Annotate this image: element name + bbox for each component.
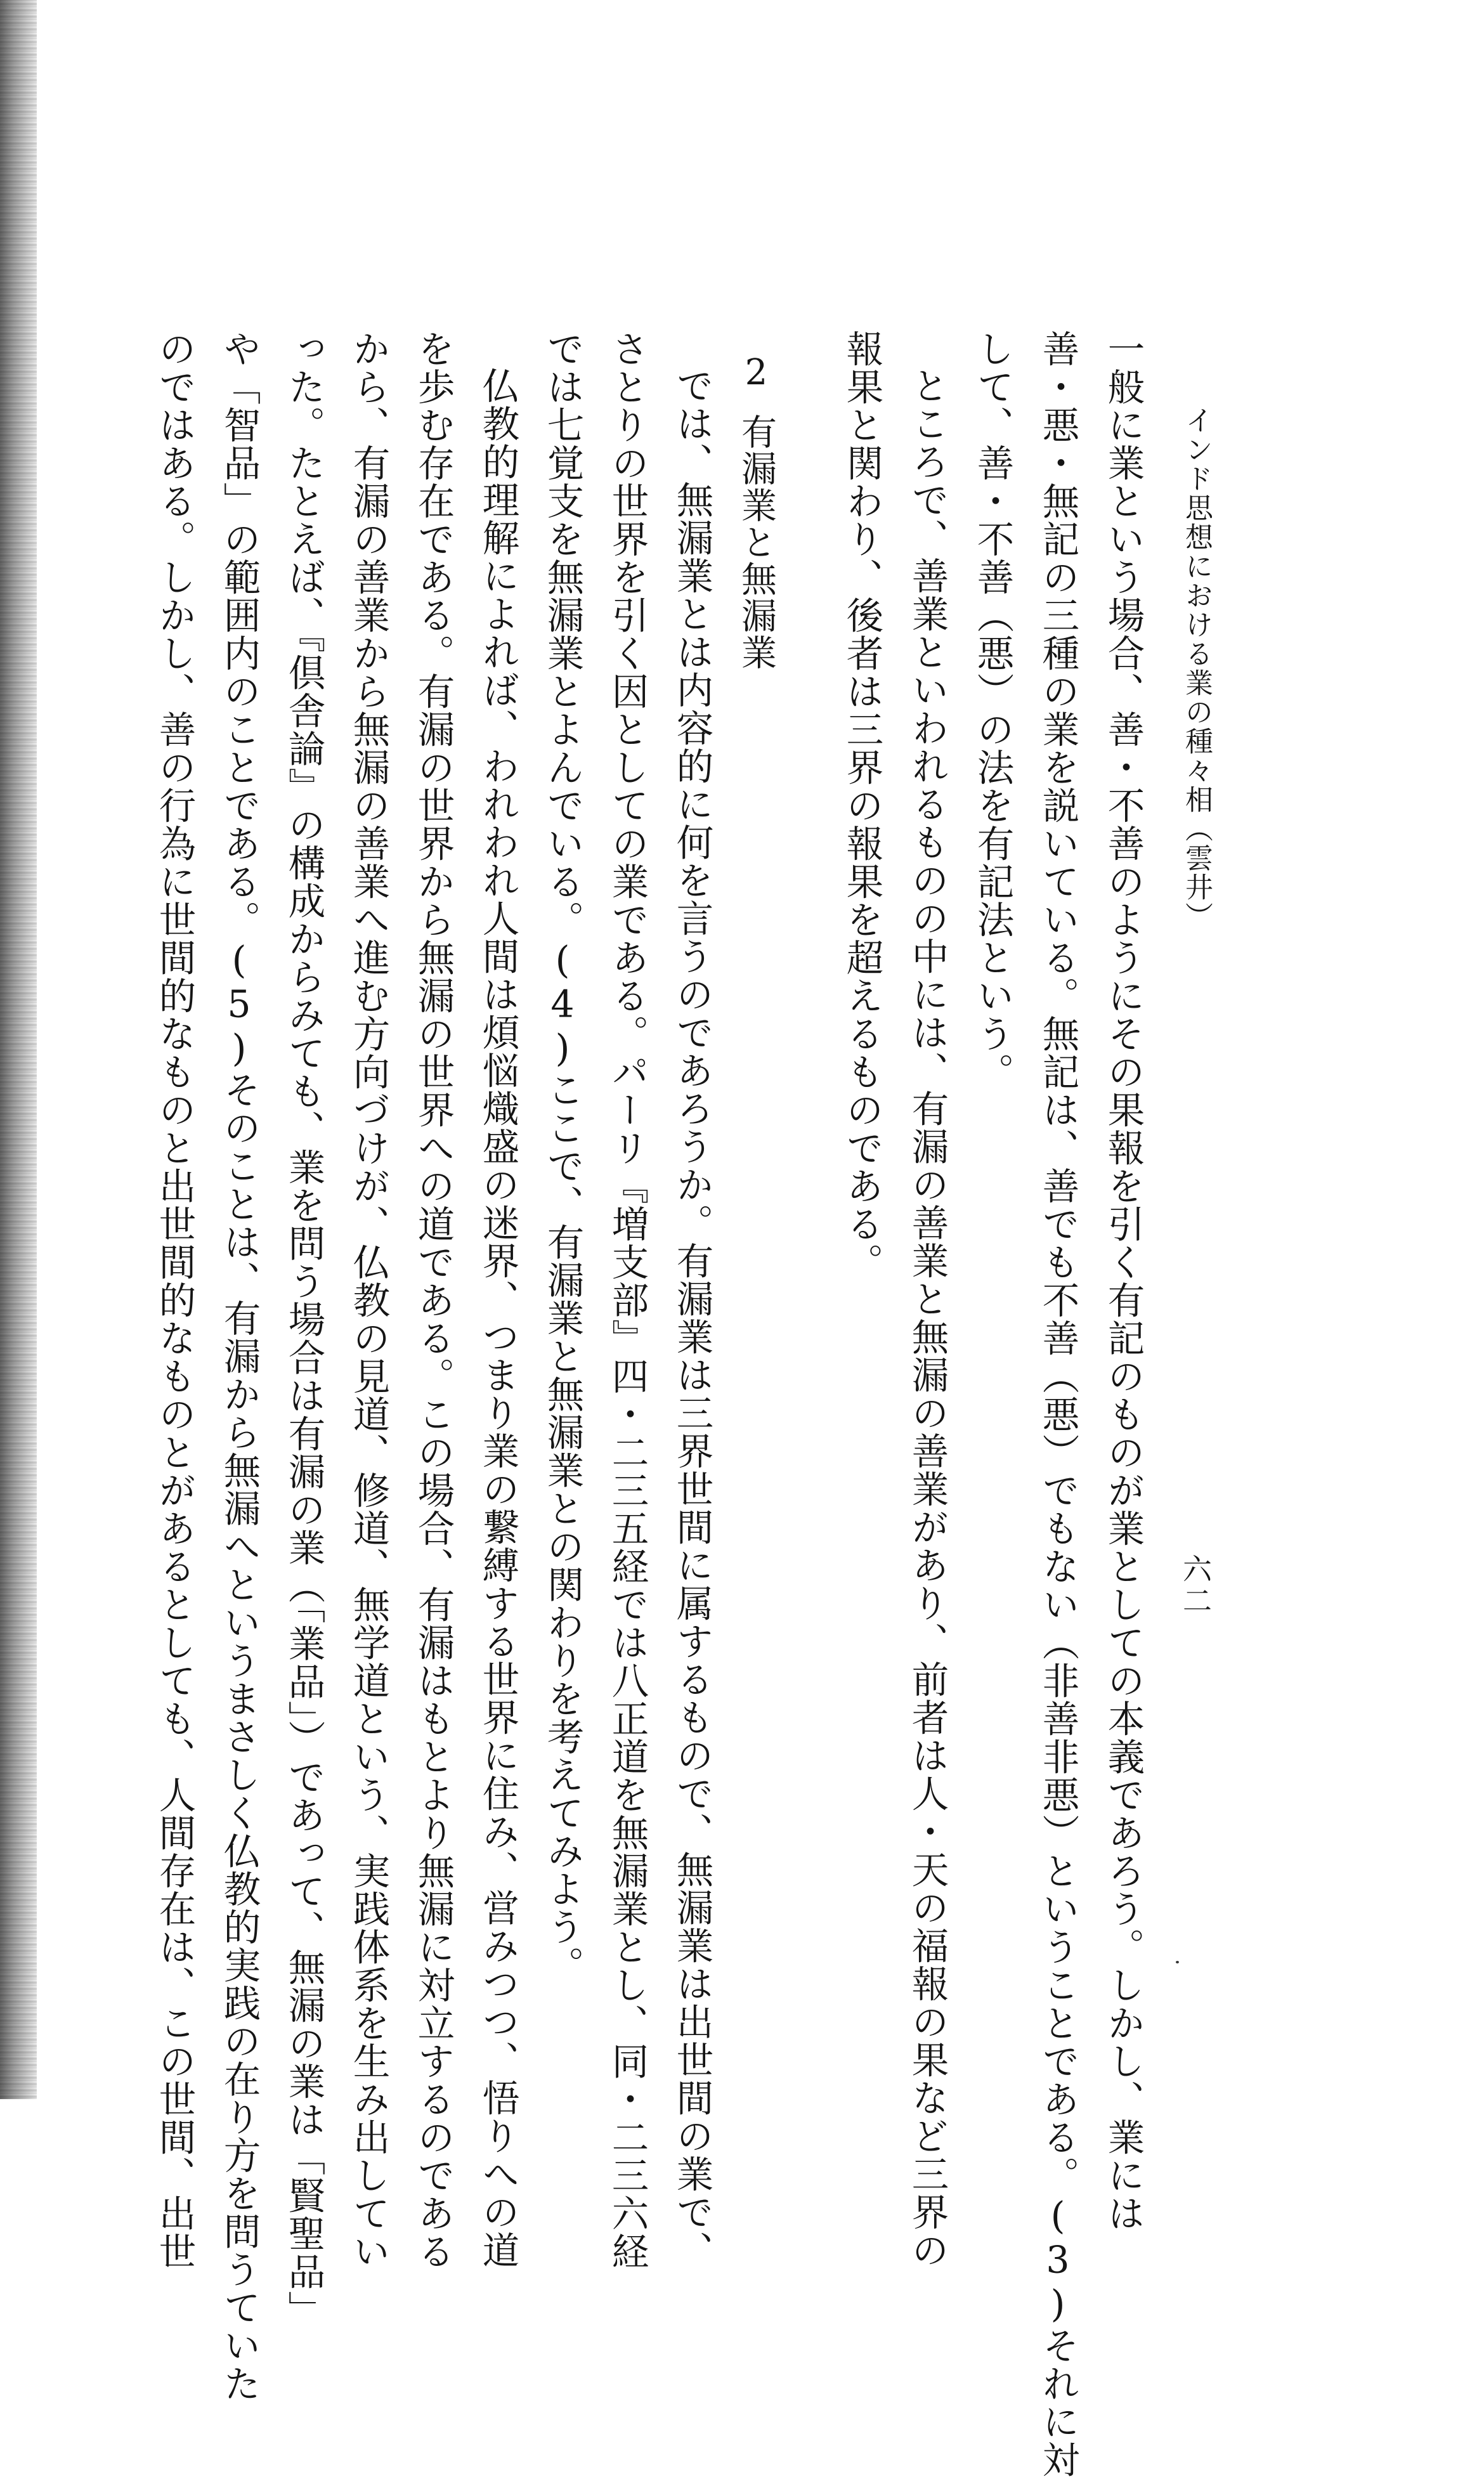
text-line-8: では七覚支を無漏業とよんでいる。(4)ここで、有漏業と無漏業との関わりを考えてみよう。 (541, 330, 584, 1984)
running-head: インド思想における業の種々相（雲井） (1180, 406, 1213, 931)
text-line-11: から、有漏の善業から無漏の善業へ進む方向づけが、仏教の見道、修道、無学道という、実践体系を生み出してい (347, 330, 390, 2270)
text-line-7: さとりの世界を引く因としての業である。パーリ『増支部』四・二三五経では八正道を無漏業とし、同・二三六経 (606, 330, 649, 2270)
text-line-6: では、無漏業とは内容的に何を言うのであろうか。有漏業は三界世間に属するもので、無漏業は出世間の業で、 (670, 367, 713, 2269)
scan-binding-shadow (0, 0, 37, 2099)
text-line-5: 報果と関わり、後者は三界の報果を超えるものである。 (840, 330, 883, 1281)
page-number: 六二 (1178, 1554, 1213, 1617)
text-line-10: を歩む存在である。有漏の世界から無漏の世界への道である。この場合、有漏はもとより無漏に対立するのである (412, 330, 455, 2270)
section-number: 2 (736, 352, 777, 394)
text-line-13: や「智品」の範囲内のことである。(5)そのことは、有漏から無漏へというまさしく仏教的実践の在り方を問うていた (218, 330, 261, 2403)
text-line-3: して、善・不善（悪）の法を有記法という。 (971, 330, 1014, 1091)
text-line-9: 仏教的理解によれば、われわれ人間は煩悩熾盛の迷界、つまり業の繋縛する世界に住み、営みつつ、悟りへの道 (476, 367, 519, 2269)
text-line-14: のではある。しかし、善の行為に世間的なものと出世間的なものとがあるとしても、人間存在は、この世間、出世 (153, 330, 196, 2270)
section-heading (729, 352, 777, 671)
text-line-1: 一般に業という場合、善・不善のようにその果報を引く有記のものが業としての本義であろう。しかし、業には (1102, 330, 1145, 2232)
section-title: 有漏業と無漏業 (736, 413, 777, 671)
scan-speck (1176, 1961, 1179, 1963)
text-line-2: 善・悪・無記の三種の業を説いている。無記は、善でも不善（悪）でもない（非善非悪）ということである。(3)それに対 (1036, 330, 1079, 2479)
text-line-4: ところで、善業といわれるものの中には、有漏の善業と無漏の善業があり、前者は人・天の福報の果など三界の (906, 367, 949, 2269)
text-line-12: った。たとえば、『倶舎論』の構成からみても、業を問う場合は有漏の業（「業品」）であって、無漏の業は「賢聖品」 (282, 330, 325, 2329)
